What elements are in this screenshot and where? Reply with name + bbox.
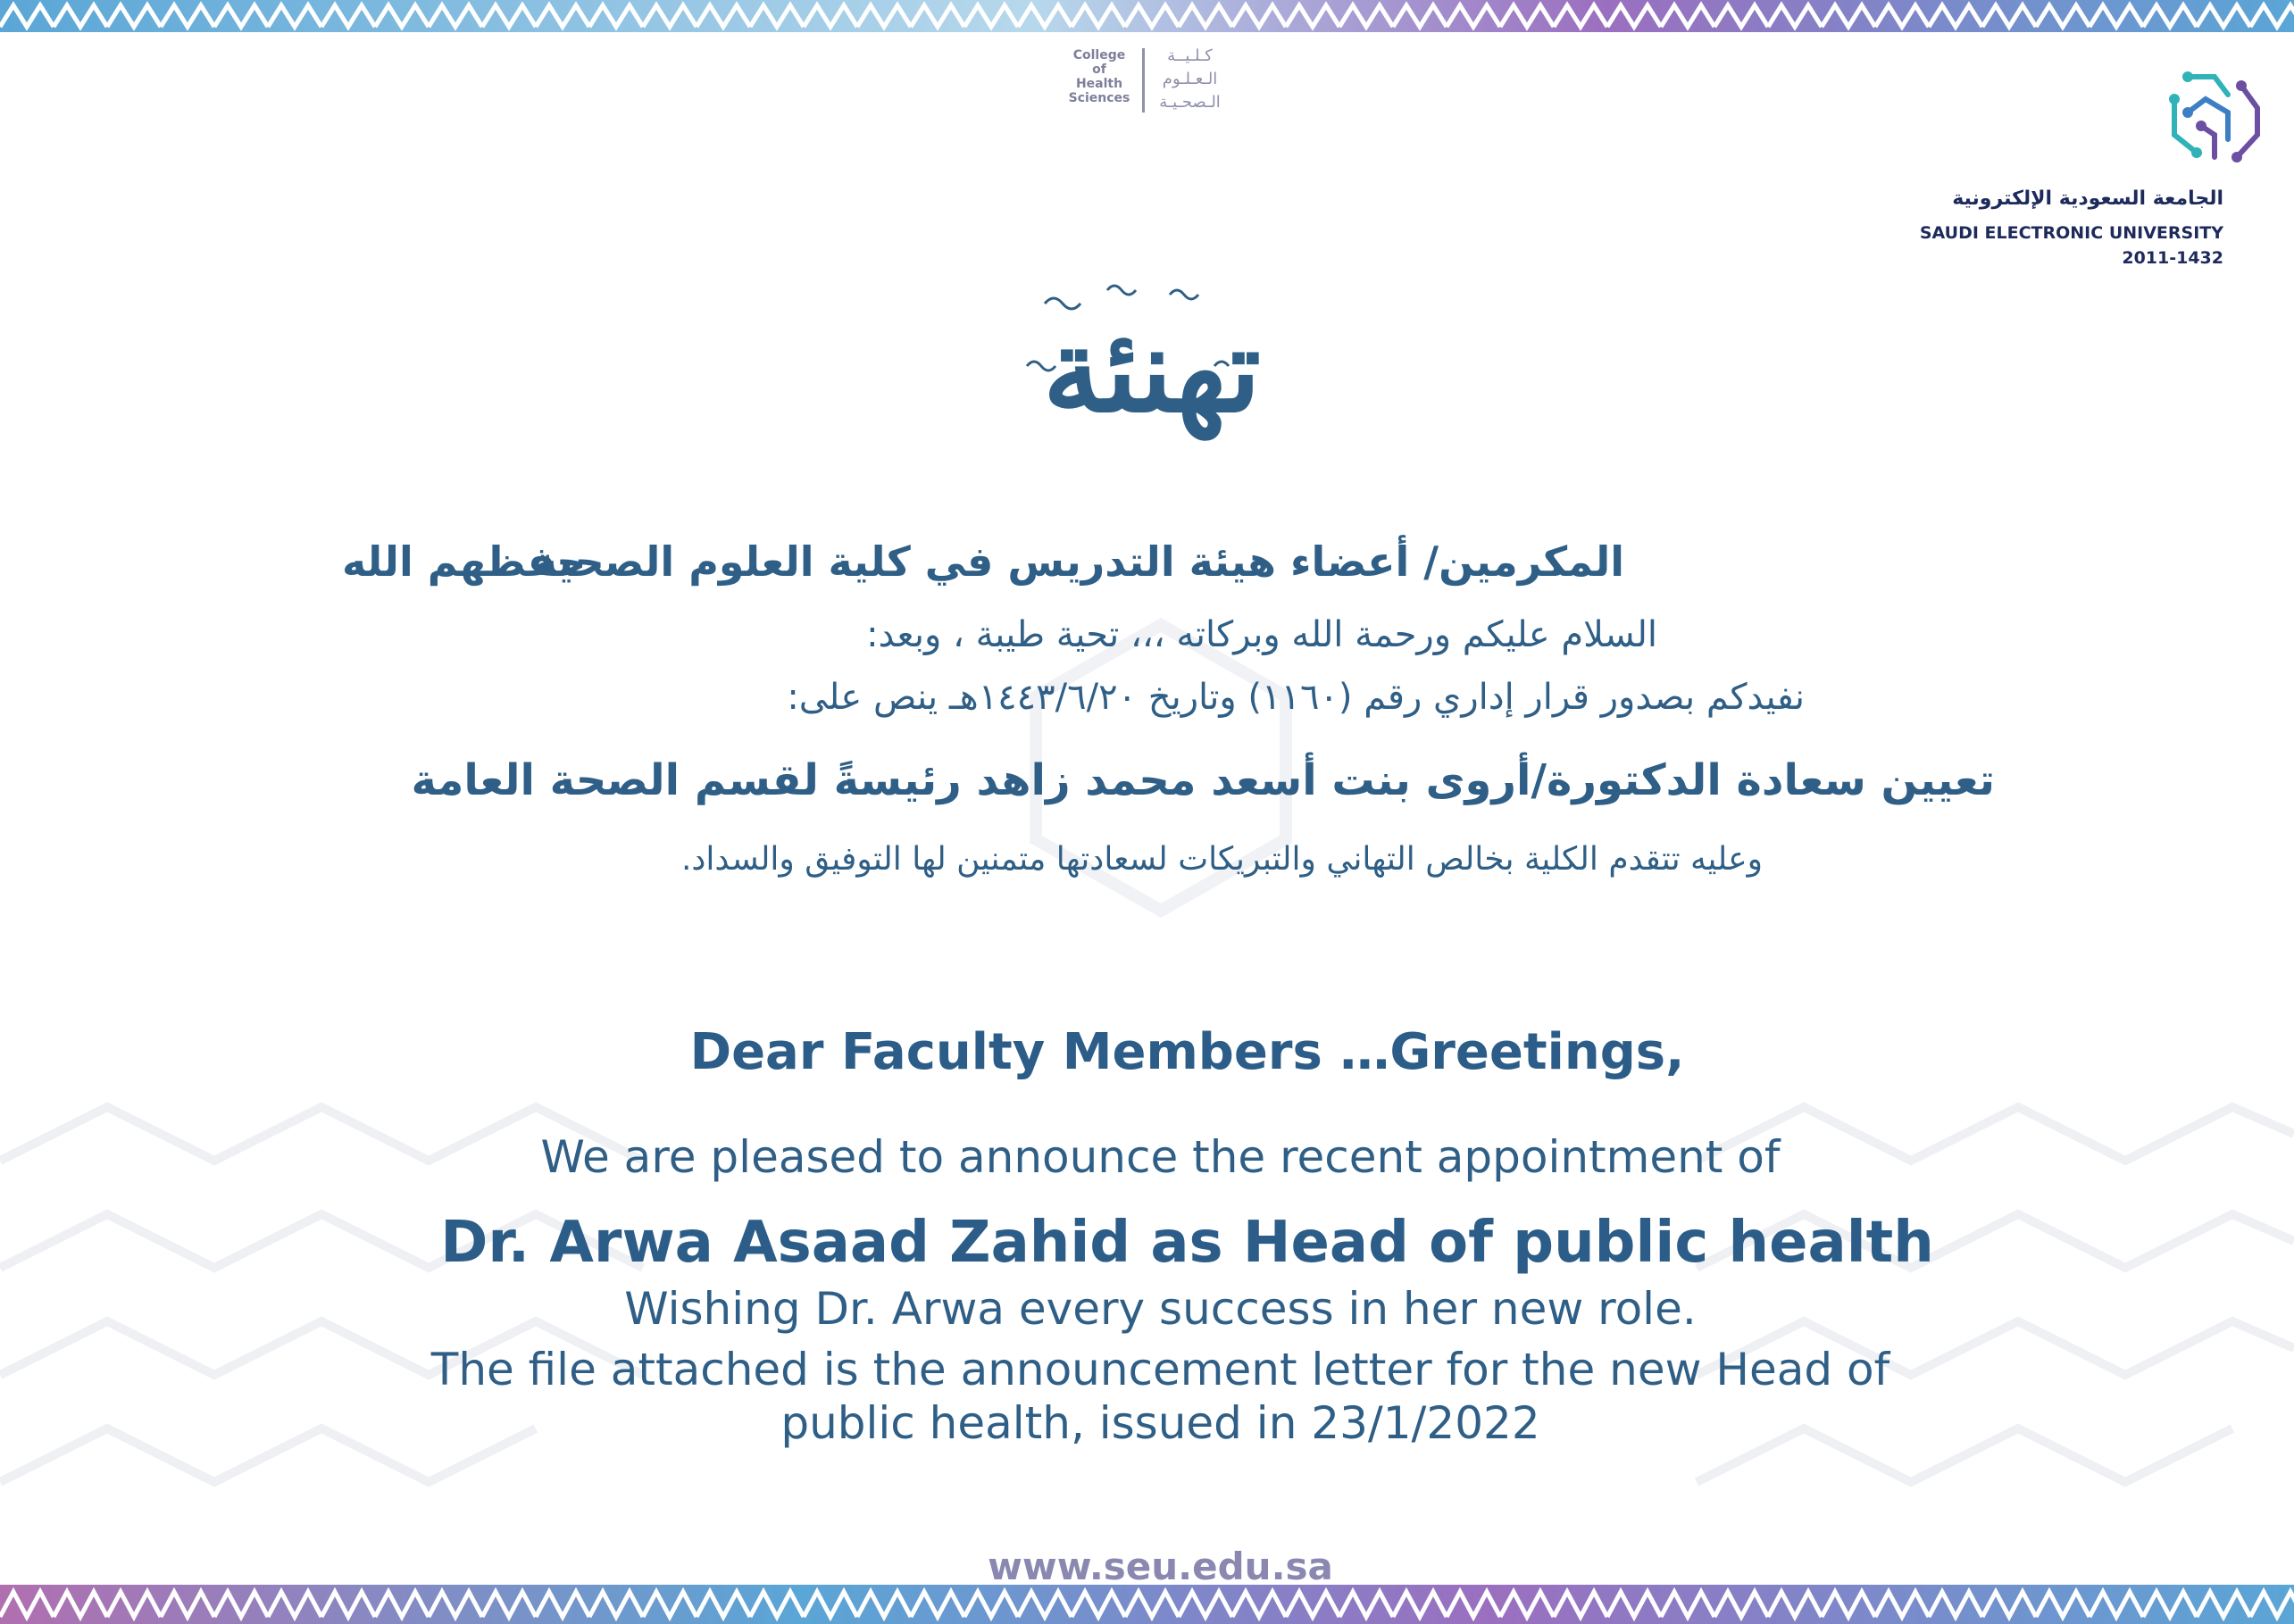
congratulations-calligraphy [991,268,1313,464]
english-greeting: Dear Faculty Members …Greetings, [689,1023,1685,1081]
arabic-wishes: وعليه تتقدم الكلية بخالص التهاني والتبريكات لسعادتها متمنين لها التوفيق والسداد. [680,841,1763,878]
college-logo-en-line: of [1092,62,1106,77]
top-decorative-band [0,0,2294,32]
arabic-addressee: المكرمين/ أعضاء هيئة التدريس في كلية العلوم الصحية [532,537,1624,586]
college-logo-arabic [1152,45,1228,114]
arabic-appointment: تعيين سعادة الدكتورة/أروى بنت أسعد محمد زاهد رئيسةً لقسم الصحة العامة [411,755,1995,805]
college-logo-divider [1142,48,1145,112]
english-announcement: We are pleased to announce the recent appointment of [540,1131,1781,1183]
college-logo-english [1067,48,1131,105]
college-logo-en-line: Health [1075,77,1123,91]
university-years: 2011-1432 [2122,248,2223,268]
college-logo-ar-line: الـصحـيـة [1159,93,1221,112]
college-logo-en-line: College [1072,48,1126,62]
university-logo [1893,54,2223,272]
bottom-decorative-band [0,1585,2294,1624]
english-attachment-note: The file attached is the announcement letter for the new Head of [430,1344,1890,1395]
website-link[interactable]: www.seu.edu.sa [988,1545,1333,1588]
seu-circuit-hexagon-icon [2152,59,2268,175]
calligraphy-title: تهنئة [1042,302,1262,438]
english-appointee: Dr. Arwa Asaad Zahid as Head of public health [440,1210,1934,1276]
college-logo-ar-line: الـعـلـوم [1162,70,1218,88]
arabic-salutation: السلام عليكم ورحمة الله وبركاته ،،، تحية طيبة ، وبعد: [866,614,1657,655]
english-wishes: Wishing Dr. Arwa every success in her new role. [624,1283,1697,1335]
college-logo-ar-line: كـلـيــة [1167,46,1213,65]
college-logo-en-line: Sciences [1068,91,1130,105]
arabic-blessing: حفظهم الله [342,537,587,586]
english-attachment-note-continued: public health, issued in 23/1/2022 [780,1397,1540,1449]
college-of-health-sciences-logo [1067,45,1228,120]
university-name-english: SAUDI ELECTRONIC UNIVERSITY [1919,223,2223,243]
university-name-arabic: الجامعة السعودية الإلكترونية [1952,187,2223,210]
arabic-decision-notice: نفيدكم بصدور قرار إداري رقم (١١٦٠) وتاريخ ١٤٤٣/٦/٢٠هـ ينص على: [787,677,1805,718]
